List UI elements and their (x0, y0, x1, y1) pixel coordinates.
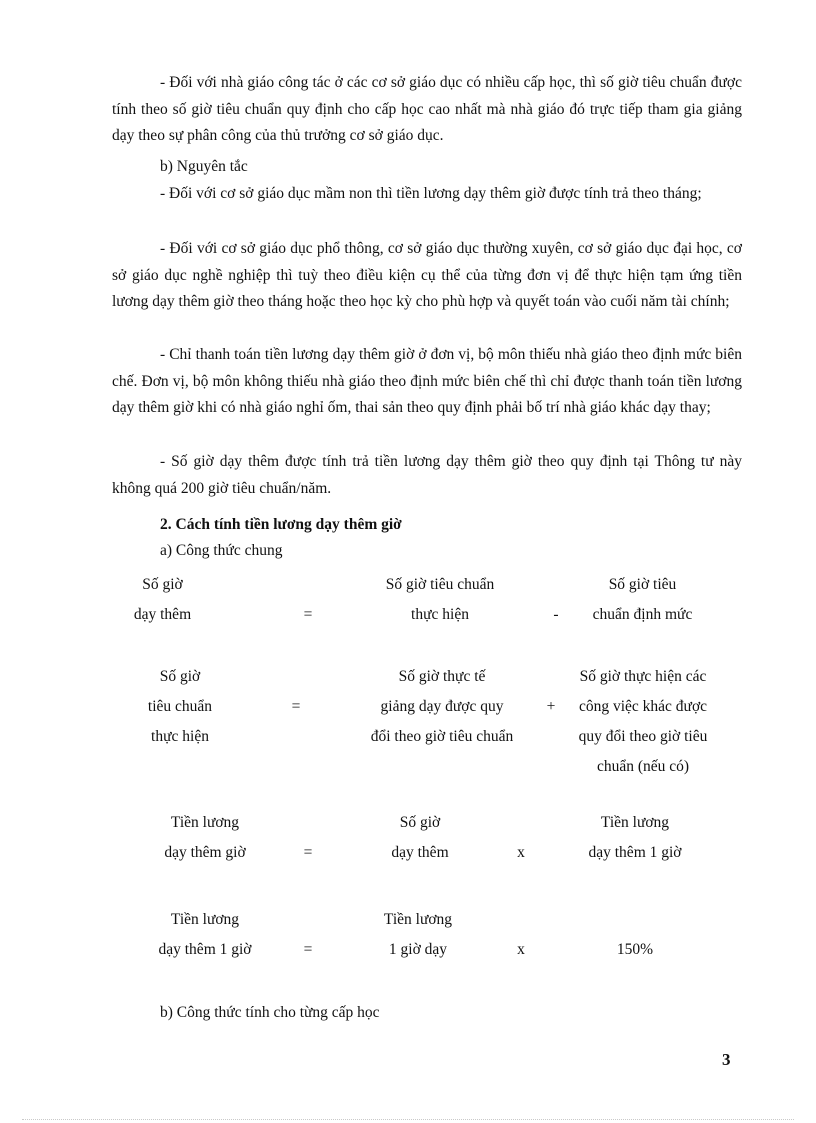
formula-mid: Số giờ tiêu chuẩn thực hiện (385, 576, 495, 623)
formula-lhs: Tiền lương dạy thêm 1 giờ (158, 911, 252, 958)
subheading-general-formula: a) Công thức chung (160, 542, 283, 559)
formula-mid: Số giờ dạy thêm (391, 814, 449, 861)
formula-rhs: Tiền lương dạy thêm 1 giờ (588, 814, 682, 861)
multiply-operator: x (517, 941, 525, 958)
formula-mid: Tiền lương 1 giờ dạy (383, 911, 453, 958)
paragraph-payment-conditions: - Chỉ thanh toán tiền lương dạy thêm giờ ở đơn vị, bộ môn thiếu nhà giáo theo định mức biên chế. Đơn vị, bộ môn không thiếu nhà giáo theo định mức biên chế thì chỉ được thanh toán tiền lương dạy thêm giờ khi có nhà giáo nghỉ ốm, thai sản theo quy định phải bố trí nhà giáo khác dạy thay; (112, 346, 742, 416)
equals-operator: = (303, 844, 313, 861)
equals-operator: = (303, 941, 313, 958)
formula-rhs: Số giờ tiêu chuẩn định mức (592, 576, 693, 623)
formula-rhs: Số giờ thực hiện các công việc khác được quy đổi theo giờ tiêu chuẩn (nếu có) (578, 668, 708, 775)
formula-lhs: Số giờ tiêu chuẩn thực hiện (147, 668, 213, 745)
formula-rhs: 150% (616, 941, 654, 958)
formula-lhs: Tiền lương dạy thêm giờ (164, 814, 246, 861)
formula-lhs: Số giờ dạy thêm (133, 576, 192, 623)
subheading-per-level-formula: b) Công thức tính cho từng cấp học (160, 1004, 380, 1021)
equals-operator: = (291, 698, 301, 715)
minus-operator: - (553, 606, 559, 623)
footer-divider (22, 1119, 794, 1120)
formula-mid: Số giờ thực tế giảng dạy được quy đổi theo giờ tiêu chuẩn (370, 668, 514, 745)
subheading-principles: b) Nguyên tắc (160, 158, 248, 175)
multiply-operator: x (517, 844, 525, 861)
page-number: 3 (722, 1050, 731, 1069)
paragraph-general-education: - Đối với cơ sở giáo dục phổ thông, cơ sở giáo dục thường xuyên, cơ sở giáo dục đại học, cơ sở giáo dục nghề nghiệp thì tuỳ theo điều kiện cụ thể của từng đơn vị để thực hiện tạm ứng tiền lương dạy thêm giờ theo tháng hoặc theo học kỳ cho phù hợp và quyết toán vào cuối năm tài chính; (112, 240, 742, 310)
paragraph-preschool: - Đối với cơ sở giáo dục mầm non thì tiền lương dạy thêm giờ được tính trả theo tháng; (160, 185, 702, 202)
equals-operator: = (303, 606, 313, 623)
paragraph-hour-limit: - Số giờ dạy thêm được tính trả tiền lương dạy thêm giờ theo quy định tại Thông tư này không quá 200 giờ tiêu chuẩn/năm. (112, 453, 742, 497)
section-heading: 2. Cách tính tiền lương dạy thêm giờ (160, 516, 402, 533)
plus-operator: + (546, 698, 556, 715)
paragraph-multi-level: - Đối với nhà giáo công tác ở các cơ sở giáo dục có nhiều cấp học, thì số giờ tiêu chuẩn được tính theo số giờ tiêu chuẩn quy định cho cấp học cao nhất mà nhà giáo đó trực tiếp tham gia giảng dạy theo sự phân công của thủ trưởng cơ sở giáo dục. (112, 74, 742, 144)
